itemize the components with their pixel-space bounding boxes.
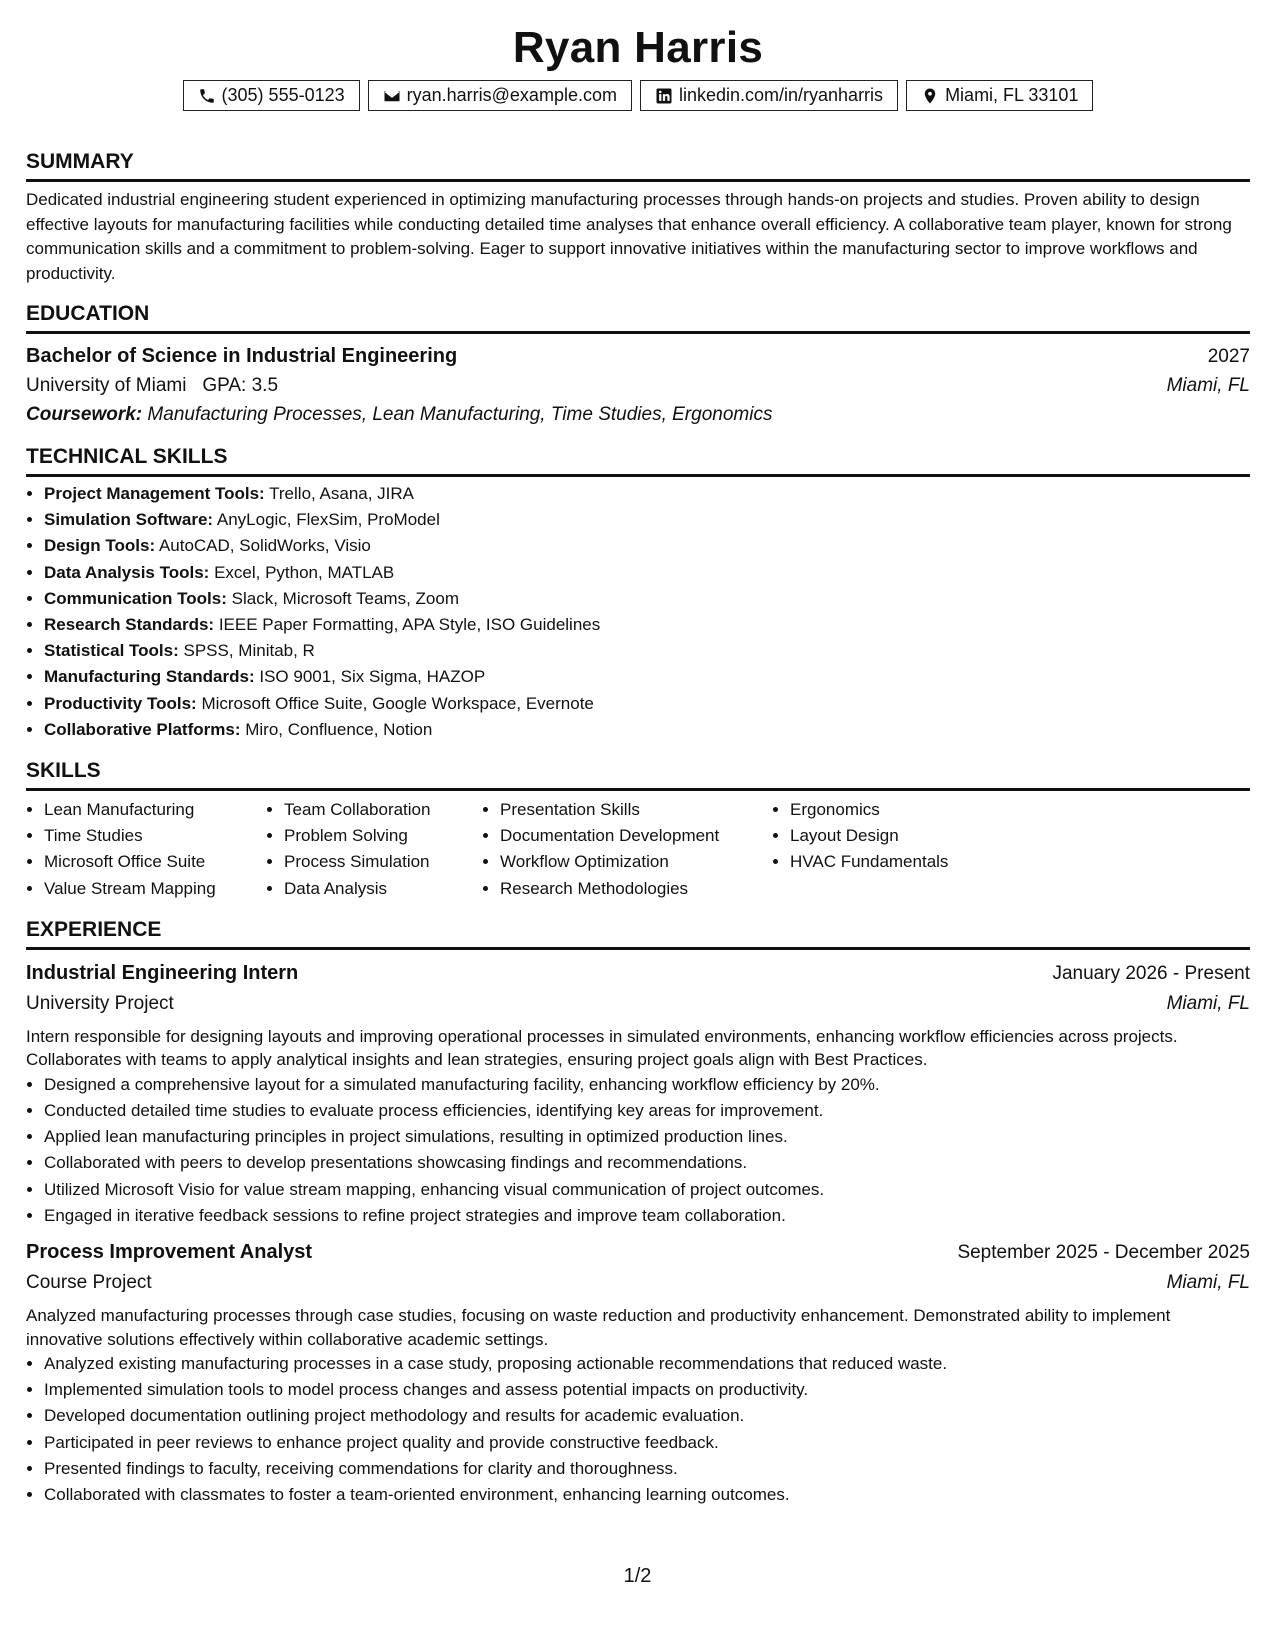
email-text: ryan.harris@example.com	[406, 85, 617, 105]
list-item: • Value Stream Mapping	[44, 876, 266, 902]
page-number: 1/2	[623, 1565, 652, 1587]
contact-location	[906, 80, 1093, 111]
list-item: • Ergonomics	[790, 797, 1040, 823]
skills-column	[26, 797, 266, 902]
job-location: Miami, FL	[1166, 992, 1250, 1014]
summary-heading: SUMMARY	[26, 148, 1250, 182]
school-name: University of Miami	[26, 375, 187, 396]
map-pin-icon	[921, 87, 939, 105]
gpa: GPA: 3.5	[202, 375, 279, 396]
list-item: • Time Studies	[44, 823, 266, 849]
coursework-list: Manufacturing Processes, Lean Manufacturing, Time Studies, Ergonomics	[147, 404, 773, 425]
linkedin-text: linkedin.com/in/ryanharris	[678, 85, 884, 105]
list-item: • Productivity Tools: Microsoft Office Suite, Google Workspace, Evernote	[44, 691, 1250, 717]
list-item: • Research Methodologies	[500, 876, 772, 902]
list-item: • Applied lean manufacturing principles in project simulations, resulting in optimized production lines.	[44, 1124, 1250, 1150]
list-item: • Project Management Tools: Trello, Asana, JIRA	[44, 481, 1250, 507]
list-item: • Collaborated with peers to develop presentations showcasing findings and recommendations.	[44, 1150, 1250, 1176]
linkedin-icon	[655, 87, 673, 105]
summary-text: Dedicated industrial engineering student experienced in optimizing manufacturing processes through hands-on projects and studies. Proven ability to design effective layouts for manufacturing facilities while conducting detailed time analyses that enhance overall efficiency. A collaborative team player, known for strong communication skills and a commitment to problem-solving. Eager to support innovative initiatives within the manufacturing sector to improve workflows and productivity.	[26, 190, 1232, 283]
job-title: Industrial Engineering Intern	[26, 961, 299, 984]
technical-skills-heading: TECHNICAL SKILLS	[26, 443, 1250, 477]
list-item: • Data Analysis Tools: Excel, Python, MATLAB	[44, 560, 1250, 586]
skills-column	[266, 797, 482, 902]
skills-column	[482, 797, 772, 902]
skills-column	[772, 797, 1040, 902]
list-item: • Workflow Optimization	[500, 849, 772, 875]
list-item: • Collaborated with classmates to foster a team-oriented environment, enhancing learning outcomes.	[44, 1482, 1250, 1508]
experience-heading: EXPERIENCE	[26, 916, 1250, 950]
contact-email[interactable]	[368, 80, 632, 111]
list-item: • Presented findings to faculty, receiving commendations for clarity and thoroughness.	[44, 1456, 1250, 1482]
list-item: • Team Collaboration	[284, 797, 482, 823]
list-item: • Implemented simulation tools to model process changes and assess potential impacts on productivity.	[44, 1377, 1250, 1403]
phone-icon	[198, 87, 216, 105]
resume-page	[26, 20, 1250, 1508]
list-item: • Microsoft Office Suite	[44, 849, 266, 875]
experience-section	[26, 916, 1250, 1508]
list-item: • Utilized Microsoft Visio for value stream mapping, enhancing visual communication of project outcomes.	[44, 1177, 1250, 1203]
list-item: • Conducted detailed time studies to evaluate process efficiencies, identifying key areas for improvement.	[44, 1098, 1250, 1124]
list-item: • Manufacturing Standards: ISO 9001, Six Sigma, HAZOP	[44, 664, 1250, 690]
technical-skills-list	[26, 481, 1250, 743]
degree-name: Bachelor of Science in Industrial Engineering	[26, 345, 458, 367]
list-item: • Process Simulation	[284, 849, 482, 875]
phone-text: (305) 555-0123	[221, 85, 345, 105]
list-item: • Problem Solving	[284, 823, 482, 849]
job-dates: January 2026 - Present	[1052, 962, 1250, 984]
job-description: Analyzed manufacturing processes through case studies, focusing on waste reduction and productivity enhancement. Demonstrated ability to implement innovative solutions effectively within collaborative academic settings.	[26, 1306, 1171, 1349]
list-item: • Lean Manufacturing	[44, 797, 266, 823]
list-item: • Developed documentation outlining project methodology and results for academic evaluation.	[44, 1403, 1250, 1429]
list-item: • Data Analysis	[284, 876, 482, 902]
summary-section	[26, 148, 1250, 286]
list-item: • Designed a comprehensive layout for a simulated manufacturing facility, enhancing workflow efficiency by 20%.	[44, 1072, 1250, 1098]
experience-entry	[26, 1237, 1250, 1508]
job-organization: Course Project	[26, 1272, 152, 1294]
candidate-name: Ryan Harris	[512, 23, 764, 72]
list-item: • Analyzed existing manufacturing processes in a case study, proposing actionable recommendations that reduced waste.	[44, 1351, 1250, 1377]
job-title: Process Improvement Analyst	[26, 1241, 313, 1264]
list-item: • Design Tools: AutoCAD, SolidWorks, Visio	[44, 533, 1250, 559]
location-text: Miami, FL 33101	[945, 85, 1079, 105]
envelope-icon	[383, 87, 401, 105]
job-description: Intern responsible for designing layouts and improving operational processes in simulated environments, enhancing workflow efficiencies across projects. Collaborates with teams to apply analytical insights and lean strategies, ensuring project goals align with Best Practices.	[26, 1026, 1178, 1070]
skills-section	[26, 757, 1250, 902]
contact-bar	[26, 80, 1250, 111]
coursework	[26, 400, 1250, 429]
list-item: • Collaborative Platforms: Miro, Confluence, Notion	[44, 717, 1250, 743]
graduation-year: 2027	[1207, 346, 1250, 367]
list-item: • Statistical Tools: SPSS, Minitab, R	[44, 638, 1250, 664]
job-bullets	[26, 1351, 1250, 1508]
technical-skills-section	[26, 443, 1250, 743]
list-item: • Presentation Skills	[500, 797, 772, 823]
contact-linkedin[interactable]	[640, 80, 898, 111]
job-dates: September 2025 - December 2025	[957, 1242, 1250, 1264]
experience-entry	[26, 958, 1250, 1229]
list-item: • Documentation Development	[500, 823, 772, 849]
skills-heading: SKILLS	[26, 757, 1250, 791]
job-organization: University Project	[26, 992, 174, 1014]
list-item: • Communication Tools: Slack, Microsoft Teams, Zoom	[44, 586, 1250, 612]
education-heading: EDUCATION	[26, 300, 1250, 334]
list-item: • Simulation Software: AnyLogic, FlexSim, ProModel	[44, 507, 1250, 533]
job-location: Miami, FL	[1166, 1272, 1250, 1294]
coursework-label: Coursework:	[26, 404, 143, 425]
list-item: • Layout Design	[790, 823, 1040, 849]
list-item: • HVAC Fundamentals	[790, 849, 1040, 875]
job-bullets	[26, 1072, 1250, 1229]
contact-phone[interactable]	[183, 80, 360, 111]
education-section	[26, 300, 1250, 429]
school-location: Miami, FL	[1166, 375, 1250, 396]
skills-grid	[26, 797, 1250, 902]
list-item: • Engaged in iterative feedback sessions to refine project strategies and improve team collaboration.	[44, 1203, 1250, 1229]
list-item: • Research Standards: IEEE Paper Formatting, APA Style, ISO Guidelines	[44, 612, 1250, 638]
list-item: • Participated in peer reviews to enhance project quality and provide constructive feedback.	[44, 1430, 1250, 1456]
